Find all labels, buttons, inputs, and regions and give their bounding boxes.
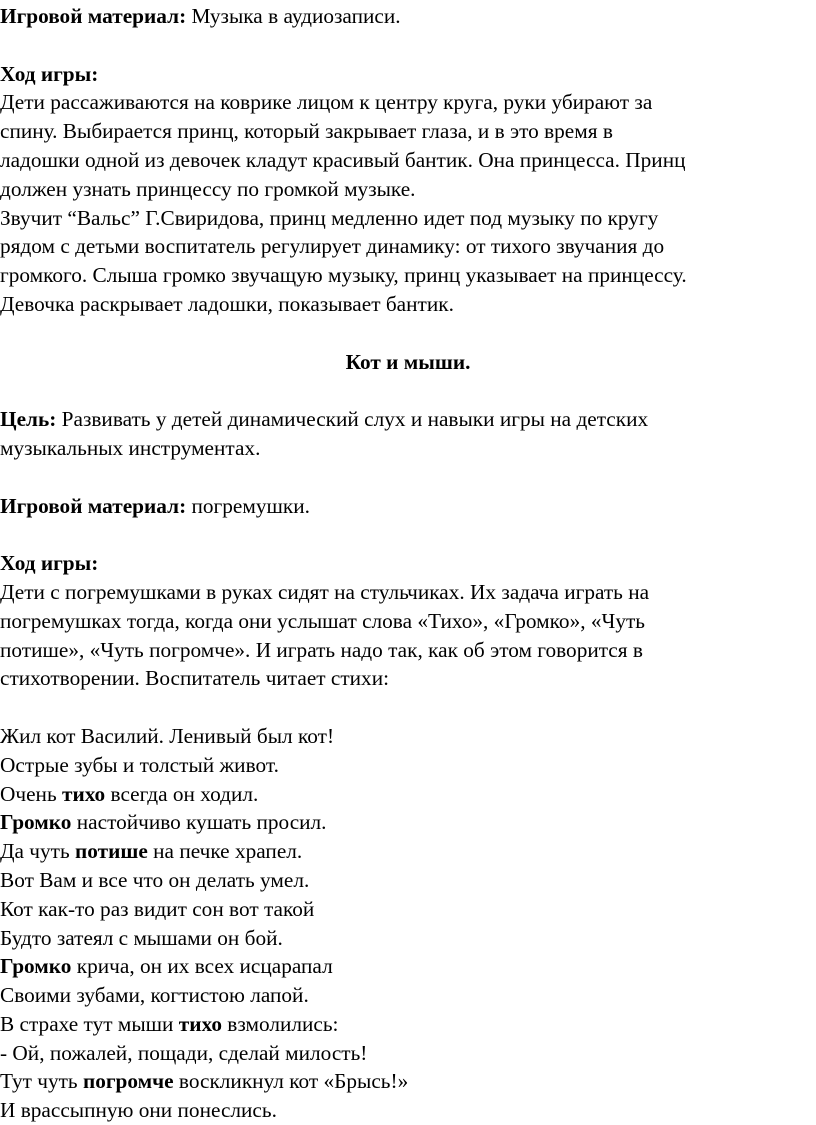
- course-label: Ход игры:: [0, 61, 99, 86]
- poem-text: Очень: [0, 781, 62, 806]
- poem-line: - Ой, пожалей, пощади, сделай милость!: [0, 1040, 368, 1065]
- text-line: Дети рассаживаются на коврике лицом к центру круга, руки убирают за: [0, 90, 653, 115]
- poem-keyword: Громко: [0, 954, 72, 979]
- text-line: потише», «Чуть погромче». И играть надо так, как об этом говорится в: [0, 637, 643, 662]
- spacer: [0, 520, 816, 549]
- poem-line: [0, 1067, 816, 1096]
- text-line: рядом с детьми воспитатель регулирует динамику: от тихого звучания до: [0, 234, 665, 259]
- material-label: Игровой материал:: [0, 4, 187, 28]
- poem-line: [0, 952, 816, 981]
- text-line: Звучит “Вальс” Г.Свиридова, принц медленно идет под музыку по кругу: [0, 205, 659, 230]
- poem-line: Вот Вам и все что он делать умел.: [0, 867, 310, 892]
- spacer: [0, 463, 816, 492]
- poem-line: [0, 808, 816, 837]
- poem-text: крича, он их всех исцарапал: [71, 954, 333, 979]
- poem-keyword: тихо: [178, 1011, 222, 1036]
- poem-keyword: тихо: [61, 781, 106, 806]
- text-line: ладошки одной из девочек кладут красивый бантик. Она принцесса. Принц: [0, 147, 686, 172]
- spacer: [0, 693, 816, 722]
- material-line: [0, 2, 816, 31]
- course-heading: [0, 60, 816, 89]
- poem-text: Тут чуть: [0, 1069, 83, 1094]
- material-label: Игровой материал:: [0, 493, 187, 518]
- poem-line: [0, 1010, 816, 1039]
- poem-keyword: потише: [75, 839, 148, 864]
- game-title: [0, 348, 816, 377]
- poem-text: взмолились:: [221, 1011, 339, 1036]
- poem-line: Жил кот Василий. Ленивый был кот!: [0, 723, 335, 748]
- course-label: Ход игры:: [0, 551, 99, 576]
- poem-line: Острые зубы и толстый живот.: [0, 752, 279, 777]
- text-line: Дети с погремушками в руках сидят на стульчиках. Их задача играть на: [0, 579, 650, 604]
- spacer: [0, 319, 816, 348]
- text-line: громкого. Слыша громко звучащую музыку, принц указывает на принцессу.: [0, 263, 687, 288]
- poem-line: [0, 780, 816, 809]
- poem-line: И врассыпную они понеслись.: [0, 1098, 277, 1123]
- game-title-text: Кот и мыши.: [345, 349, 471, 374]
- material-value: погремушки.: [186, 493, 310, 518]
- text-line: должен узнать принцессу по громкой музыке.: [0, 176, 416, 201]
- spacer: [0, 376, 816, 405]
- goal-label: Цель:: [0, 407, 57, 432]
- poem-line: Будто затеял с мышами он бой.: [0, 925, 283, 950]
- material-value: Музыка в аудиозаписи.: [186, 4, 401, 28]
- text-line: стихотворении. Воспитатель читает стихи:: [0, 666, 390, 691]
- poem-line: Своими зубами, когтистою лапой.: [0, 983, 309, 1008]
- poem-keyword: погромче: [82, 1069, 174, 1094]
- goal-text: Развивать у детей динамический слух и навыки игры на детских: [56, 407, 649, 432]
- course-heading: [0, 549, 816, 578]
- poem-text: всегда он ходил.: [105, 781, 259, 806]
- text-line: погремушках тогда, когда они услышат слова «Тихо», «Громко», «Чуть: [0, 608, 646, 633]
- poem-text: на печке храпел.: [147, 839, 303, 864]
- material-line: [0, 492, 816, 521]
- poem-line: [0, 837, 816, 866]
- poem-text: Да чуть: [0, 839, 76, 864]
- poem-keyword: Громко: [0, 810, 72, 835]
- poem-text: воскликнул кот «Брысь!»: [173, 1069, 409, 1094]
- poem-text: настойчиво кушать просил.: [71, 810, 327, 835]
- text-line: Девочка раскрывает ладошки, показывает бантик.: [0, 291, 454, 316]
- poem-line: Кот как-то раз видит сон вот такой: [0, 896, 315, 921]
- poem-text: В страхе тут мыши: [0, 1011, 179, 1036]
- text-line: спину. Выбирается принц, который закрывает глаза, и в это время в: [0, 119, 613, 144]
- goal-line-2: музыкальных инструментах.: [0, 435, 261, 460]
- goal-line: [0, 405, 816, 434]
- spacer: [0, 31, 816, 60]
